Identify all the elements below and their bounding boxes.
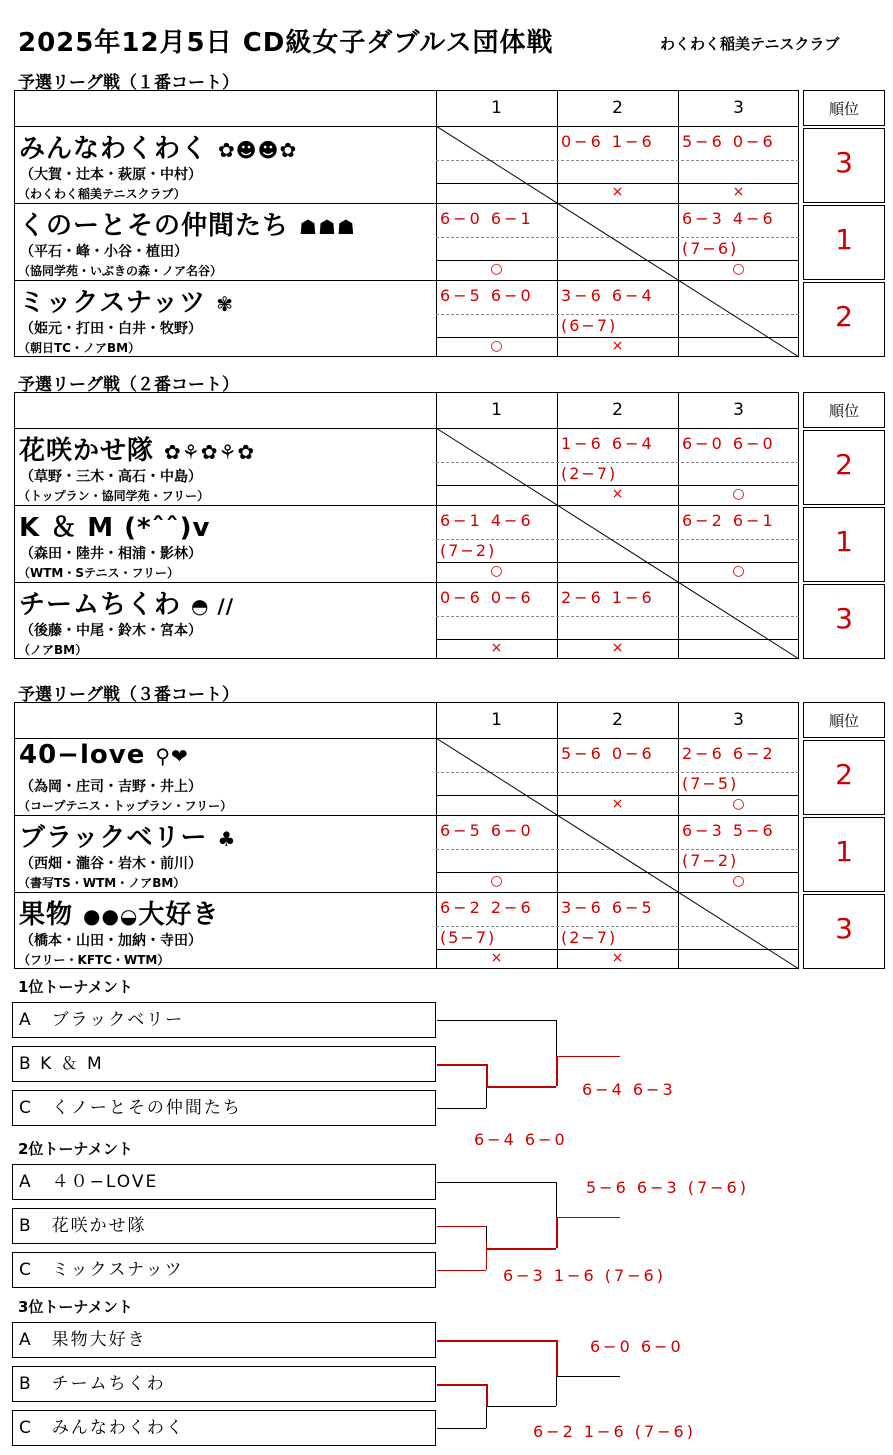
bracket-line <box>486 1406 487 1428</box>
bracket-line <box>437 1182 556 1183</box>
win-loss-mark: ○ <box>490 338 503 354</box>
page-title: 2025年12月5日 CD級女子ダブルス団体戦 <box>18 28 554 58</box>
rank-value: 1 <box>835 223 853 256</box>
win-loss-mark: × <box>611 184 624 200</box>
team-club: （わくわく稲美テニスクラブ） <box>18 187 186 201</box>
tournament-entry: A ブラックベリー <box>12 1002 436 1038</box>
match-score: 5−6 0−6 <box>561 744 655 763</box>
match-score: 6−0 6−0 <box>682 434 776 453</box>
win-loss-mark: ○ <box>490 261 503 277</box>
win-loss-mark: × <box>611 950 624 966</box>
team-members: （大賀・辻本・萩原・中村） <box>20 167 202 183</box>
team-name-text: 果物 <box>19 900 74 930</box>
bracket-line <box>437 1340 556 1342</box>
team-club: （フリー・KFTC・WTM） <box>18 953 170 967</box>
column-header-2: 2 <box>612 400 623 420</box>
final-score: 5−6 6−3 (7−6) <box>586 1178 749 1197</box>
team-club: （WTM・Sテニス・フリー） <box>18 566 180 580</box>
bracket-line <box>556 1376 557 1406</box>
match-score: 0−6 1−6 <box>561 132 655 151</box>
win-loss-mark: ○ <box>732 796 745 812</box>
tiebreak-score: (2−7) <box>561 928 618 947</box>
semifinal-score: 6−4 6−0 <box>474 1130 568 1149</box>
team-name-text: K ＆ M (*ˆˆ)v <box>19 513 211 543</box>
win-loss-mark: ○ <box>490 563 503 579</box>
team-deco-icon: ✿☻☻✿ <box>218 138 298 162</box>
match-score: 6−1 4−6 <box>440 511 534 530</box>
semifinal-score: 6−2 1−6 (7−6) <box>533 1422 696 1441</box>
team-name-text: みんなわくわく <box>19 134 209 164</box>
bracket-line <box>486 1064 488 1086</box>
bracket-line <box>437 1020 556 1021</box>
bracket-line <box>437 1384 486 1386</box>
bracket-line <box>437 1226 486 1227</box>
tiebreak-score: (7−6) <box>682 239 739 258</box>
match-score: 6−5 6−0 <box>440 821 534 840</box>
bracket-line <box>486 1384 488 1406</box>
team-members: （草野・三木・高石・中島） <box>20 469 202 485</box>
win-loss-mark: × <box>732 184 745 200</box>
tiebreak-score: (7−5) <box>682 774 739 793</box>
rank-value: 3 <box>835 602 853 635</box>
tiebreak-score: (5−7) <box>440 928 497 947</box>
bracket-line <box>556 1217 620 1218</box>
match-score: 6−2 2−6 <box>440 898 534 917</box>
win-loss-mark: ○ <box>732 486 745 502</box>
team-club: （ノアBM） <box>18 643 88 657</box>
match-score: 6−0 6−1 <box>440 209 534 228</box>
team-deco-icon: ✾ <box>216 292 234 316</box>
team-name-text: 40−love <box>19 740 146 770</box>
team-club: （協同学苑・いぶきの森・ノア名谷） <box>18 264 223 278</box>
tiebreak-score: (7−2) <box>682 851 739 870</box>
court-title: 予選リーグ戦（１番コート） <box>18 73 239 93</box>
team-members: （平石・峰・小谷・植田） <box>20 244 188 260</box>
team-club: （コープテニス・トップラン・フリー） <box>18 799 233 813</box>
team-deco-icon: ✿⚘✿⚘✿ <box>164 440 256 464</box>
win-loss-mark: ○ <box>732 563 745 579</box>
rank-value: 1 <box>835 835 853 868</box>
match-score: 2−6 6−2 <box>682 744 776 763</box>
team-members: （森田・陸井・相浦・影林） <box>20 546 202 562</box>
rank-value: 3 <box>835 912 853 945</box>
team-members: （西畑・瀧谷・岩木・前川） <box>20 856 202 872</box>
win-loss-mark: × <box>490 640 503 656</box>
column-header-3: 3 <box>733 400 744 420</box>
tournament-entry: B K ＆ M <box>12 1046 436 1082</box>
tournament-entry: A 果物大好き <box>12 1322 436 1358</box>
win-loss-mark: × <box>611 486 624 502</box>
tournament-entry: C くノーとその仲間たち <box>12 1090 436 1126</box>
tournament-entry: A ４０−LOVE <box>12 1164 436 1200</box>
win-loss-mark: × <box>611 640 624 656</box>
match-score: 6−3 4−6 <box>682 209 776 228</box>
team-members: （為岡・庄司・吉野・井上） <box>20 779 202 795</box>
team-name-text: チームちくわ <box>19 590 182 620</box>
column-header-3: 3 <box>733 710 744 730</box>
bracket-line <box>556 1340 558 1376</box>
bracket-line <box>486 1242 487 1270</box>
bracket-line <box>556 1376 620 1377</box>
bracket-line <box>486 1248 556 1250</box>
tournament-title: 3位トーナメント <box>18 1298 133 1316</box>
team-name-text: 花咲かせ隊 <box>19 436 155 466</box>
tournament-title: 2位トーナメント <box>18 1140 133 1158</box>
rank-value: 2 <box>835 448 853 481</box>
tiebreak-score: (2−7) <box>561 464 618 483</box>
column-header-3: 3 <box>733 98 744 118</box>
team-deco-icon: ◓ ∕∕ <box>191 594 235 618</box>
rank-value: 1 <box>835 525 853 558</box>
bracket-line <box>437 1108 486 1109</box>
bracket-line <box>437 1428 486 1429</box>
match-score: 6−3 5−6 <box>682 821 776 840</box>
tiebreak-score: (7−2) <box>440 541 497 560</box>
column-header-2: 2 <box>612 98 623 118</box>
final-score: 6−0 6−0 <box>590 1337 684 1356</box>
tournament-entry: B チームちくわ <box>12 1366 436 1402</box>
match-score: 1−6 6−4 <box>561 434 655 453</box>
tournament-entry: C ミックスナッツ <box>12 1252 436 1288</box>
court-title: 予選リーグ戦（３番コート） <box>18 685 239 705</box>
organizer-club: わくわく稲美テニスクラブ <box>660 35 840 53</box>
match-score: 6−5 6−0 <box>440 286 534 305</box>
bracket-line <box>556 1056 558 1086</box>
column-header-2: 2 <box>612 710 623 730</box>
rank-value: 3 <box>835 146 853 179</box>
win-loss-mark: ○ <box>732 261 745 277</box>
column-header-1: 1 <box>491 710 502 730</box>
match-score: 2−6 1−6 <box>561 588 655 607</box>
column-header-1: 1 <box>491 400 502 420</box>
bracket-line <box>437 1270 486 1271</box>
team-club: （書写TS・WTM・ノアBM） <box>18 876 186 890</box>
win-loss-mark: × <box>611 796 624 812</box>
bracket-line <box>486 1086 487 1108</box>
team-name-text: ブラックベリー <box>19 823 208 853</box>
match-score: 3−6 6−4 <box>561 286 655 305</box>
team-name-text: ミックスナッツ <box>19 288 207 318</box>
team-members: （橋本・山田・加納・寺田） <box>20 933 202 949</box>
bracket-line <box>556 1217 558 1248</box>
team-deco-icon: ♣ <box>217 827 237 851</box>
win-loss-mark: ○ <box>732 873 745 889</box>
bracket-line <box>486 1406 556 1407</box>
team-deco-icon: ⚲❤ <box>155 744 189 768</box>
match-score: 3−6 6−5 <box>561 898 655 917</box>
team-club: （朝日TC・ノアBM） <box>18 341 141 355</box>
win-loss-mark: × <box>611 338 624 354</box>
court-title: 予選リーグ戦（２番コート） <box>18 375 239 395</box>
win-loss-mark: ○ <box>490 873 503 889</box>
tournament-entry: C みんなわくわく <box>12 1410 436 1446</box>
tournament-title: 1位トーナメント <box>18 978 133 996</box>
match-score: 5−6 0−6 <box>682 132 776 151</box>
rank-value: 2 <box>835 300 853 333</box>
team-club: （トップラン・協同学苑・フリー） <box>18 489 210 503</box>
column-header-1: 1 <box>491 98 502 118</box>
rank-header: 順位 <box>828 712 859 730</box>
bracket-line <box>556 1056 620 1057</box>
match-score: 6−2 6−1 <box>682 511 776 530</box>
match-score: 0−6 0−6 <box>440 588 534 607</box>
win-loss-mark: × <box>490 950 503 966</box>
team-members: （姫元・打田・白井・牧野） <box>20 321 202 337</box>
semifinal-score: 6−3 1−6 (7−6) <box>503 1266 666 1285</box>
tiebreak-score: (6−7) <box>561 316 618 335</box>
team-deco-icon: ●●◒ <box>83 904 139 928</box>
team-name-text: くのーとその仲間たち <box>19 211 290 241</box>
rank-header: 順位 <box>828 402 859 420</box>
rank-header: 順位 <box>828 100 859 118</box>
team-deco-icon: ☗☗☗ <box>299 215 356 239</box>
bracket-line <box>486 1086 556 1088</box>
team-name-suffix: 大好き <box>138 900 220 930</box>
rank-value: 2 <box>835 758 853 791</box>
team-members: （後藤・中尾・鈴木・宮本） <box>20 623 202 639</box>
final-score: 6−4 6−3 <box>582 1080 676 1099</box>
tournament-entry: B 花咲かせ隊 <box>12 1208 436 1244</box>
bracket-line <box>437 1064 486 1066</box>
